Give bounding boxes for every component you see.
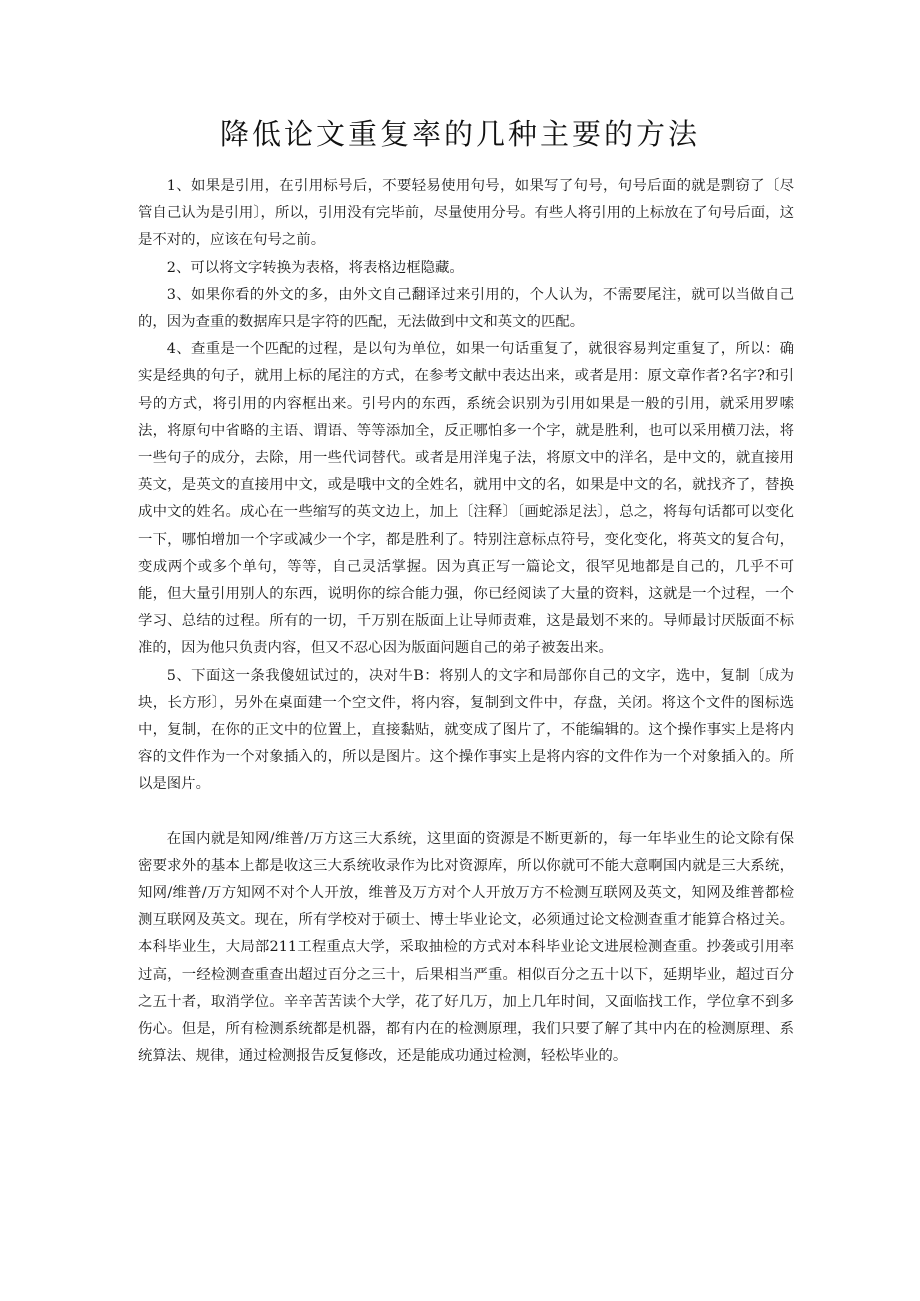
paragraph-3: 3、如果你看的外文的多，由外文自己翻译过来引用的，个人认为，不需要尾注，就可以当做自己的，因为查重的数据库只是字符的匹配，无法做到中文和英文的匹配。 xyxy=(138,286,794,331)
paragraph-6: 在国内就是知网/维普/万方这三大系统，这里面的资源是不断更新的，每一年毕业生的论文除有保密要求外的基本上都是收这三大系统收录作为比对资源库，所以你就可不能大意啊国内就是三大系统，知网/维普/万方知网不对个人开放，维普及万方对个人开放万方不检测互联网及英文，知网及维普都检测互联网及英文。现在，所有学校对于硕士、博士毕业论文，必须通过论文检测查重才能算合格过关。本科毕业生，大局部211工程重点大学，采取抽检的方式对本科毕业论文进展检测查重。抄袭或引用率过高，一经检测查重查出超过百分之三十，后果相当严重。相似百分之五十以下，延期毕业，超过百分之五十者，取消学位。辛辛苦苦读个大学，花了好几万，加上几年时间，又面临找工作，学位拿不到多伤心。但是，所有检测系统都是机器，都有内在的检测原理，我们只要了解了其中内在的检测原理、系统算法、规律，通过检测报告反复修改，还是能成功通过检测，轻松毕业的。 xyxy=(138,830,794,1065)
document-body xyxy=(138,173,794,1071)
paragraph-4: 4、查重是一个匹配的过程，是以句为单位，如果一句话重复了，就很容易判定重复了，所以：确实是经典的句子，就用上标的尾注的方式，在参考文献中表达出来，或者是用：原文章作者?名字?和引号的方式，将引用的内容框出来。引号内的东西，系统会识别为引用如果是一般的引用，就采用罗嗦法，将原句中省略的主语、谓语、等等添加全，反正哪怕多一个字，就是胜利，也可以采用横刀法，将一些句子的成分，去除，用一些代词替代。或者是用洋鬼子法，将原文中的洋名，是中文的，就直接用英文，是英文的直接用中文，或是哦中文的全姓名，就用中文的名，如果是中文的名，就找齐了，替换成中文的姓名。成心在一些缩写的英文边上，加上〔注释〕〔画蛇添足法〕，总之，将每句话都可以变化一下，哪怕增加一个字或减少一个字，都是胜利了。特别注意标点符号，变化变化，将英文的复合句，变成两个或多个单句，等等，自己灵活掌握。因为真正写一篇论文，很罕见地都是自己的，几乎不可能，但大量引用别人的东西，说明你的综合能力强，你已经阅读了大量的资料，这就是一个过程，一个学习、总结的过程。所有的一切，千万别在版面上让导师责难，这是最划不来的。导师最讨厌版面不标准的，因为他只负责内容，但又不忍心因为版面问题自己的弟子被轰出来。 xyxy=(138,341,794,657)
document-title: 降低论文重复率的几种主要的方法 xyxy=(219,117,700,151)
paragraph-2: 2、可以将文字转换为表格，将表格边框隐藏。 xyxy=(166,259,464,276)
paragraph-5: 5、下面这一条我傻妞试过的，决对牛B：将别人的文字和局部你自己的文字，选中，复制〔成为块，长方形〕，另外在桌面建一个空文件，将内容，复制到文件中，存盘，关闭。将这个文件的图标选中，复制，在你的正文中的位置上，直接黏贴，就变成了图片了，不能编辑的。这个操作事实上是将内容的文件作为一个对象插入的，所以是图片。这个操作事实上是将内容的文件作为一个对象插入的。所以是图片。 xyxy=(138,667,794,793)
paragraph-1: 1、如果是引用，在引用标号后，不要轻易使用句号，如果写了句号，句号后面的就是剽窃了〔尽管自己认为是引用〕，所以，引用没有完毕前，尽量使用分号。有些人将引用的上标放在了句号后面，这是不对的，应该在句号之前。 xyxy=(138,178,794,249)
